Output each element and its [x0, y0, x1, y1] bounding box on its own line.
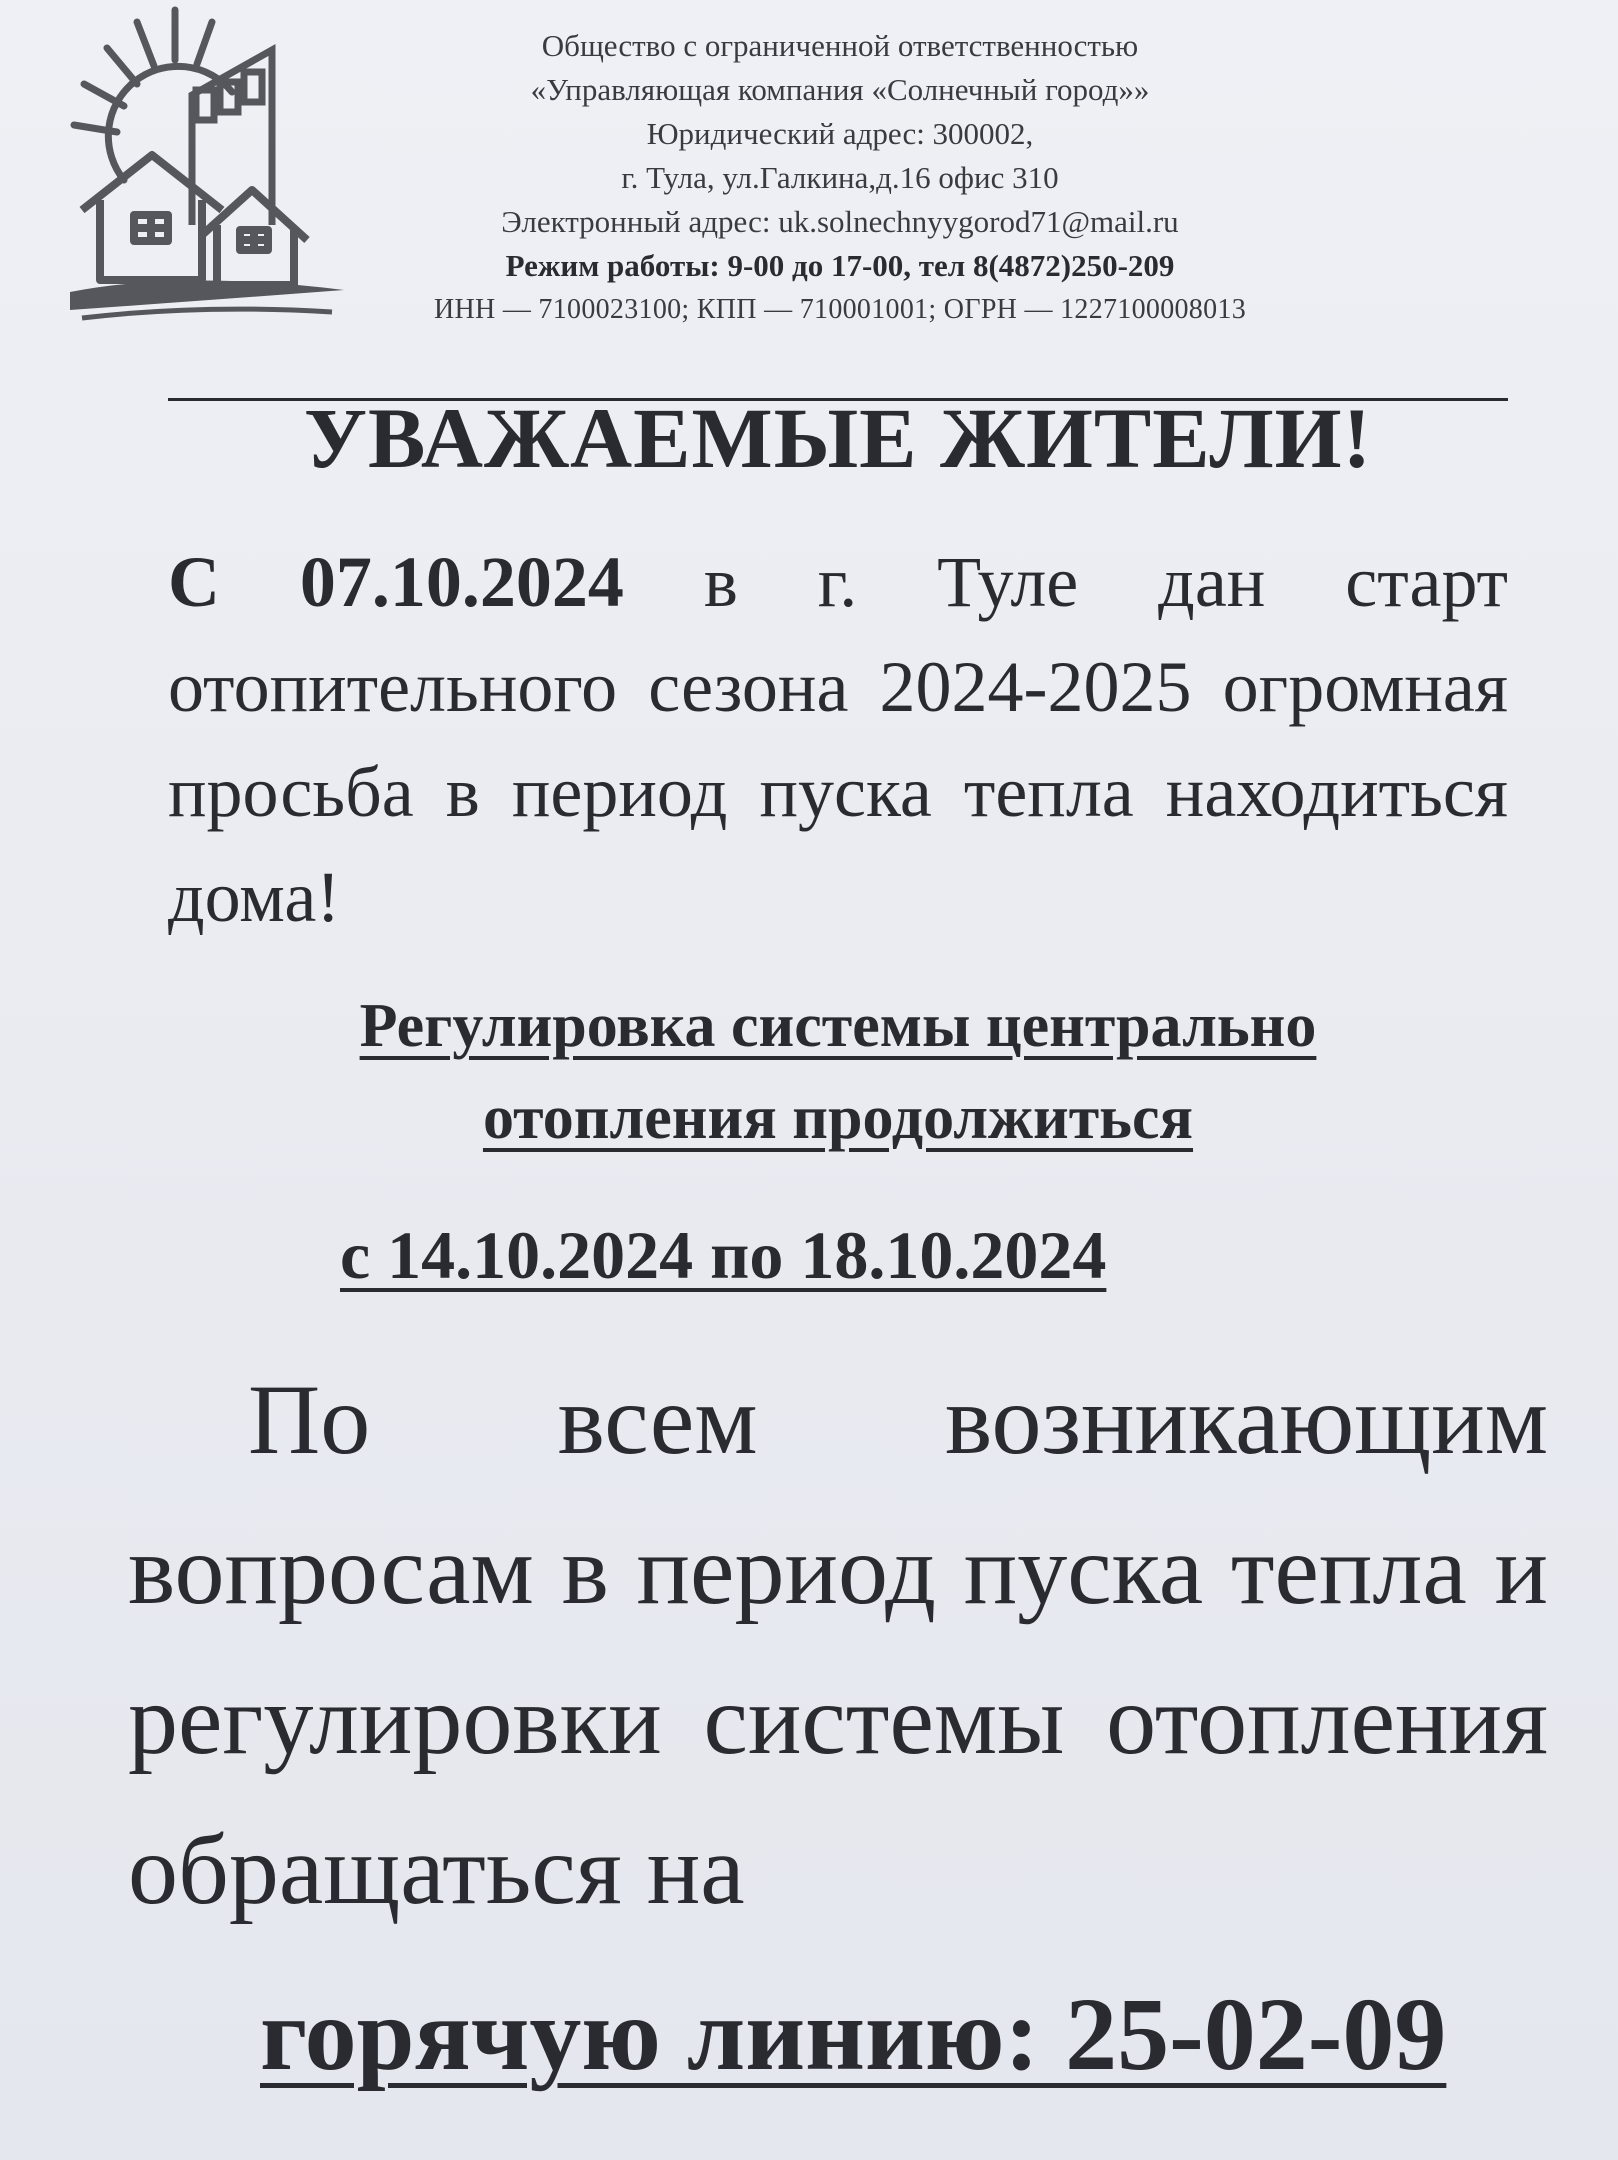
hotline — [260, 1975, 1560, 2095]
regulation-heading — [168, 980, 1508, 1164]
regulation-line1: Регулировка системы центрально — [359, 992, 1317, 1060]
org-name-line1: Общество с ограниченной ответственностью — [541, 28, 1139, 63]
org-name-line2: «Управляющая компания «Солнечный город»» — [530, 72, 1150, 107]
contact-paragraph — [128, 1345, 1548, 1945]
regulation-line2: отопления продолжиться — [482, 1084, 1194, 1152]
working-hours-line: Режим работы: 9-00 до 17-00, тел 8(4872)250-209 — [505, 248, 1175, 283]
regulation-period — [340, 1210, 1540, 1300]
email-line: Электронный адрес: uk.solnechnyygorod71@mail.ru — [501, 204, 1179, 239]
heating-start-text: в г. Туле дан старт отопительного сезона 2024-2025 огромная просьба в период пуска тепла находиться дома! — [168, 542, 1509, 937]
hotline-number: горячую линию: 25-02-09 — [260, 1977, 1447, 2092]
notice-title: УВАЖАЕМЫЕ ЖИТЕЛИ! — [303, 390, 1373, 486]
legal-address-line1: Юридический адрес: 300002, — [646, 116, 1034, 151]
regulation-dates: с 14.10.2024 по 18.10.2024 — [340, 1217, 1107, 1293]
heating-start-paragraph — [168, 530, 1508, 950]
contact-text: По всем возникающим вопросам в период пуска тепла и регулировки системы отопления обращаться на — [128, 1364, 1548, 1925]
company-logo — [62, 0, 352, 330]
heating-start-date: С 07.10.2024 — [168, 542, 624, 622]
legal-address-line2: г. Тула, ул.Галкина,д.16 офис 310 — [621, 160, 1059, 195]
company-ids-line: ИНН — 7100023100; КПП — 710001001; ОГРН — 1227100008013 — [433, 294, 1247, 325]
company-header — [380, 24, 1300, 332]
